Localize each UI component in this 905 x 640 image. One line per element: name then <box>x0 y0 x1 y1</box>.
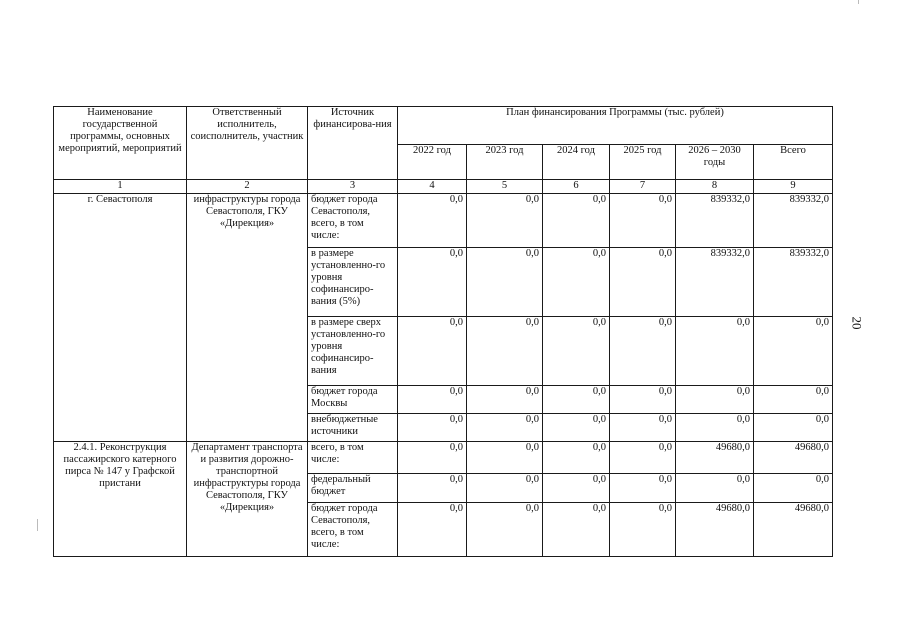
header-year: 2024 год <box>543 145 610 180</box>
value-total: 49680,0 <box>754 442 833 474</box>
funding-source: бюджет города Севастополя, всего, в том числе: <box>308 503 398 557</box>
value-cell: 0,0 <box>398 503 467 557</box>
col-number: 7 <box>610 180 676 194</box>
funding-source: в размере сверх установленно-го уровня софинансиро-вания <box>308 317 398 386</box>
value-cell: 0,0 <box>610 317 676 386</box>
value-cell: 0,0 <box>398 317 467 386</box>
value-cell: 0,0 <box>467 386 543 414</box>
value-total: 839332,0 <box>754 194 833 248</box>
value-cell: 0,0 <box>543 474 610 503</box>
header-year: 2026 – 2030 годы <box>676 145 754 180</box>
value-cell: 0,0 <box>398 248 467 317</box>
value-cell: 0,0 <box>610 503 676 557</box>
value-cell: 0,0 <box>398 474 467 503</box>
col-number: 9 <box>754 180 833 194</box>
header-source: Источник финансирова-ния <box>308 107 398 180</box>
col-number: 5 <box>467 180 543 194</box>
col-number: 4 <box>398 180 467 194</box>
value-total: 0,0 <box>754 474 833 503</box>
header-row <box>54 107 833 145</box>
value-cell: 0,0 <box>543 317 610 386</box>
value-cell: 0,0 <box>610 386 676 414</box>
funding-source: в размере установленно-го уровня софинансиро-вания (5%) <box>308 248 398 317</box>
value-cell: 0,0 <box>610 474 676 503</box>
value-cell: 0,0 <box>467 503 543 557</box>
value-cell: 0,0 <box>467 414 543 442</box>
measure-name: 2.4.1. Реконструкция пассажирского катерного пирса № 147 у Графской пристани <box>54 442 187 557</box>
value-cell: 0,0 <box>398 386 467 414</box>
measure-name: г. Севастополя <box>54 194 187 442</box>
value-total: 839332,0 <box>754 248 833 317</box>
value-cell: 0,0 <box>467 474 543 503</box>
page-number: 20 <box>849 316 865 330</box>
value-cell: 0,0 <box>543 194 610 248</box>
value-cell: 0,0 <box>676 414 754 442</box>
value-cell: 0,0 <box>398 442 467 474</box>
value-cell: 0,0 <box>467 248 543 317</box>
scan-mark <box>858 0 859 4</box>
value-cell: 0,0 <box>398 414 467 442</box>
table-row <box>54 442 833 474</box>
value-cell: 49680,0 <box>676 442 754 474</box>
value-total: 0,0 <box>754 386 833 414</box>
value-total: 0,0 <box>754 317 833 386</box>
value-cell: 0,0 <box>610 414 676 442</box>
value-cell: 0,0 <box>398 194 467 248</box>
scan-mark <box>37 519 38 531</box>
column-numbers-row <box>54 180 833 194</box>
col-number: 2 <box>187 180 308 194</box>
value-cell: 0,0 <box>467 317 543 386</box>
funding-source: внебюджетные источники <box>308 414 398 442</box>
value-cell: 839332,0 <box>676 194 754 248</box>
value-cell: 0,0 <box>610 442 676 474</box>
col-number: 8 <box>676 180 754 194</box>
value-total: 49680,0 <box>754 503 833 557</box>
value-cell: 0,0 <box>467 442 543 474</box>
funding-source: бюджет города Москвы <box>308 386 398 414</box>
financing-table <box>53 106 833 557</box>
header-year: 2025 год <box>610 145 676 180</box>
funding-source: всего, в том числе: <box>308 442 398 474</box>
measure-executor: Департамент транспорта и развития дорожно-транспортной инфраструктуры города Севастополя, ГКУ «Дирекция» <box>187 442 308 557</box>
col-number: 6 <box>543 180 610 194</box>
col-number: 3 <box>308 180 398 194</box>
value-cell: 0,0 <box>543 503 610 557</box>
funding-source: бюджет города Севастополя, всего, в том числе: <box>308 194 398 248</box>
value-cell: 0,0 <box>610 248 676 317</box>
header-total: Всего <box>754 145 833 180</box>
value-cell: 49680,0 <box>676 503 754 557</box>
value-cell: 0,0 <box>543 414 610 442</box>
value-cell: 0,0 <box>543 386 610 414</box>
value-cell: 0,0 <box>543 442 610 474</box>
header-year: 2023 год <box>467 145 543 180</box>
value-cell: 0,0 <box>467 194 543 248</box>
value-cell: 0,0 <box>543 248 610 317</box>
header-name: Наименование государственной программы, основных мероприятий, мероприятий <box>54 107 187 180</box>
header-year: 2022 год <box>398 145 467 180</box>
table-row <box>54 194 833 248</box>
value-cell: 839332,0 <box>676 248 754 317</box>
value-cell: 0,0 <box>610 194 676 248</box>
value-cell: 0,0 <box>676 386 754 414</box>
value-cell: 0,0 <box>676 317 754 386</box>
value-total: 0,0 <box>754 414 833 442</box>
measure-executor: инфраструктуры города Севастополя, ГКУ «Дирекция» <box>187 194 308 442</box>
funding-source: федеральный бюджет <box>308 474 398 503</box>
col-number: 1 <box>54 180 187 194</box>
header-plan: План финансирования Программы (тыс. рублей) <box>398 107 833 145</box>
header-executor: Ответственный исполнитель, соисполнитель, участник <box>187 107 308 180</box>
value-cell: 0,0 <box>676 474 754 503</box>
